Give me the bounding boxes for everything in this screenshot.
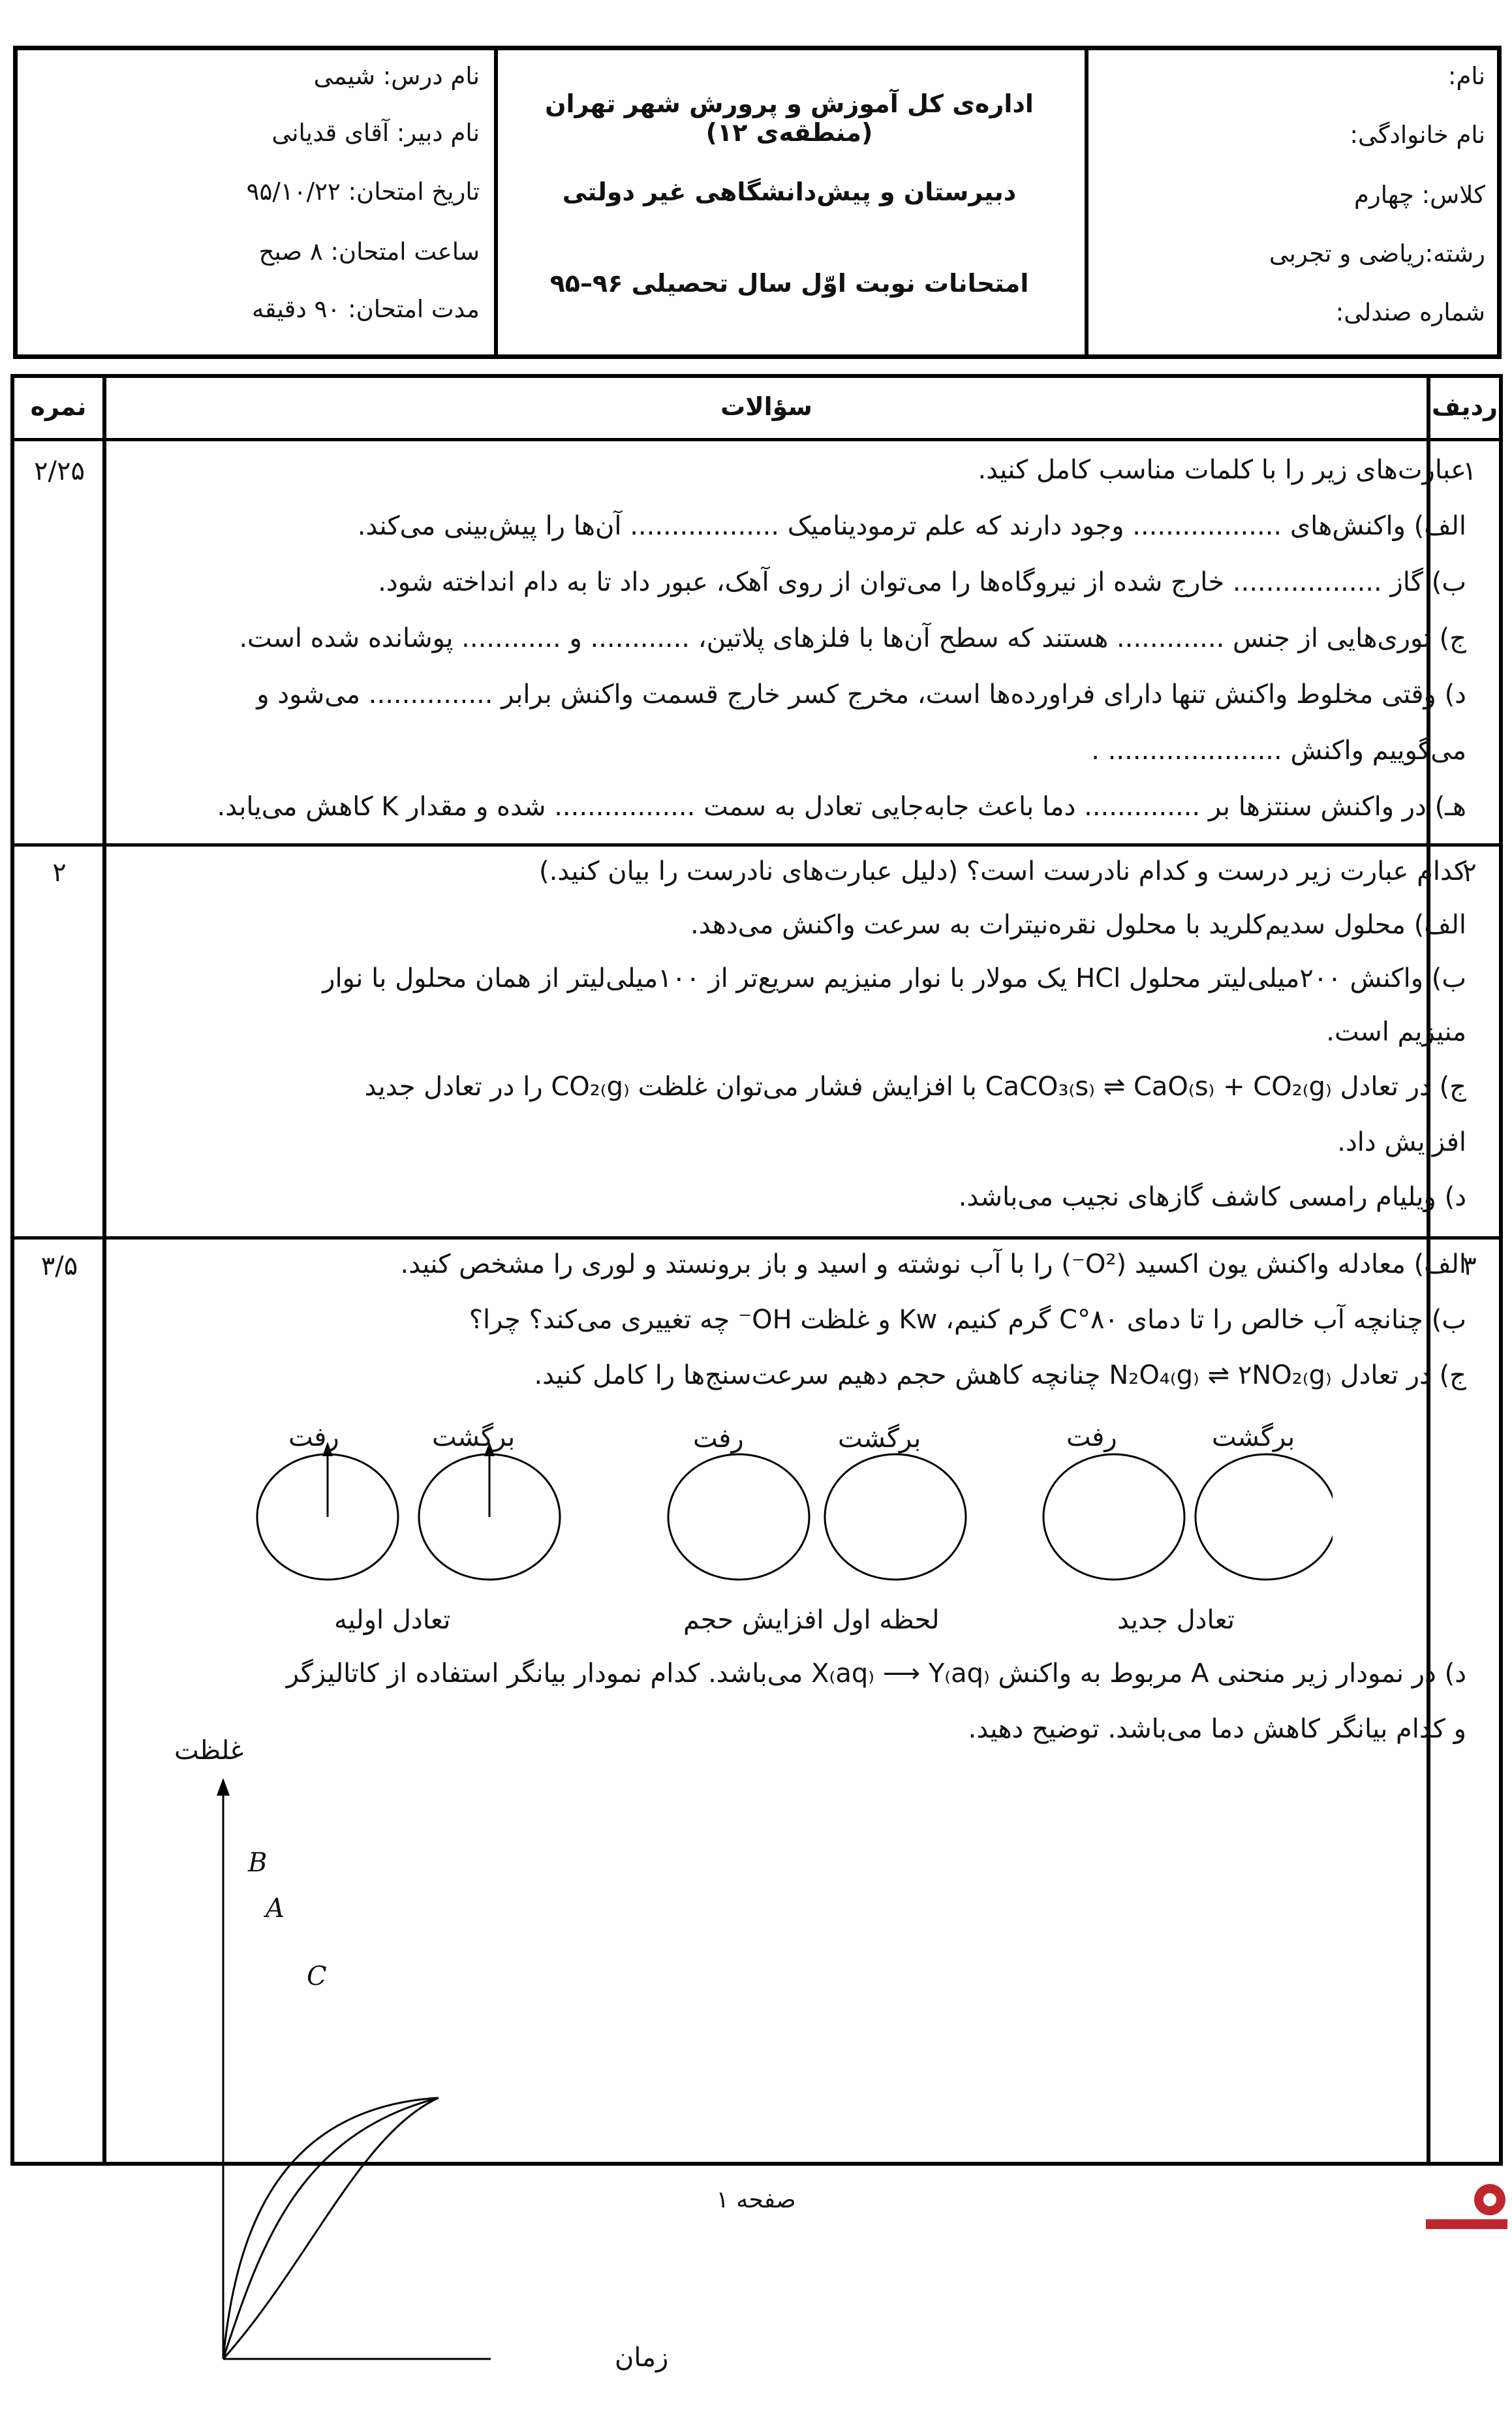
q2-part-b-cont: منیزیم است. [1326, 1017, 1466, 1047]
gauge-forward-initial [257, 1442, 398, 1580]
q2-part-a: الف) محلول سدیم‌کلرید با محلول نقره‌نیترات به سرعت واکنش می‌دهد. [690, 910, 1466, 940]
q3-part-d-cont: و کدام بیانگر کاهش دما می‌باشد. توضیح دهید. [968, 1714, 1466, 1744]
school-title: دبیرستان و پیش‌دانشگاهی غیر دولتی [562, 178, 1017, 206]
watermark-logo-icon [1413, 2180, 1511, 2231]
exam-header [13, 46, 1502, 359]
page-number: صفحه ۱ [716, 2187, 796, 2213]
gauge-forward-moment [668, 1454, 809, 1580]
teacher-label: نام دبیر: آقای قدیانی [271, 119, 480, 147]
student-info-cell [1085, 50, 1497, 354]
curve-a-label: A [266, 1894, 285, 1924]
curve-c-label: C [307, 1961, 327, 1991]
rate-gauges-diagram [210, 1409, 1333, 1605]
exam-title: امتحانات نوبت اوّل سال تحصیلی ۹۶–۹۵ [549, 269, 1029, 298]
exam-duration: مدت امتحان: ۹۰ دقیقه [251, 295, 480, 323]
q3-part-a: الف) معادله واکنش یون اکسید (O²⁻) را با آب نوشته و اسید و باز برونستد و لوری را مشخص کنید. [400, 1249, 1466, 1279]
exam-info-cell [18, 50, 498, 354]
field-label: رشته:ریاضی و تجربی [1269, 240, 1485, 268]
q2-instruction: کدام عبارت زیر درست و کدام نادرست است؟ (دلیل عبارت‌های نادرست را بیان کنید.) [539, 856, 1466, 886]
exam-date: تاریخ امتحان: ۹۵/۱۰/۲۲ [246, 178, 480, 206]
score-column-header: نمره [30, 392, 87, 421]
seat-label: شماره صندلی: [1335, 298, 1485, 326]
curve-b-label: B [248, 1848, 268, 1878]
question-number: ۲ [1462, 858, 1477, 888]
header-row-divider [14, 438, 1499, 441]
gauge-backward-initial [419, 1442, 560, 1580]
q2-part-c: ج) در تعادل CaCO₃₍s₎ ⇌ CaO₍s₎ + CO₂₍g₎ با افزایش فشار می‌توان غلظت CO₂₍g₎ را در تعادل جدید [364, 1072, 1466, 1102]
row-column-header: ردیف [1432, 392, 1498, 421]
q1-part-b: ب) گاز .................. خارج شده از نیروگاه‌ها را می‌توان از روی آهک، عبور داد تا به دام انداخته شود. [378, 567, 1466, 597]
backward-label: برگشت [838, 1424, 921, 1454]
q1-part-a: الف) واکنش‌های .................. وجود دارند که علم ترمودینامیک .................. آن‌ها را پیش‌بینی می‌کند. [357, 511, 1466, 541]
backward-label: برگشت [1212, 1422, 1295, 1452]
q3-part-c: ج) در تعادل N₂O₄₍g₎ ⇌ ۲NO₂₍g₎ چنانچه کاهش حجم دهیم سرعت‌سنج‌ها را کامل کنید. [534, 1360, 1466, 1390]
q2-divider [14, 1236, 1499, 1240]
exam-time: ساعت امتحان: ۸ صبح [258, 238, 480, 266]
subject-label: نام درس: شیمی [313, 62, 480, 90]
x-axis-label: زمان [615, 2343, 669, 2373]
q1-part-e: هـ) در واکنش سنتزها بر .............. دما باعث جابه‌جایی تعادل به سمت ................. شده و مقدار K کاهش می‌یابد. [217, 792, 1466, 822]
questions-column-header: سؤالات [720, 392, 812, 421]
question-score: ۲/۲۵ [34, 456, 85, 486]
q2-part-d: د) ویلیام رامسی کاشف گازهای نجیب می‌باشد. [958, 1182, 1466, 1212]
q3-part-b: ب) چنانچه آب خالص را تا دمای ۸۰°C گرم کنیم، Kw و غلظت OH⁻ چه تغییری می‌کند؟ چرا؟ [469, 1305, 1466, 1335]
forward-label: رفت [288, 1422, 339, 1452]
question-number: ۱ [1462, 456, 1477, 486]
student-name-label: نام: [1448, 62, 1485, 90]
q2-part-b: ب) واکنش ۲۰۰میلی‌لیتر محلول HCl یک مولار با نوار منیزیم سریع‌تر از ۱۰۰میلی‌لیتر از همان محلول با نوار [322, 963, 1466, 993]
watermark-logo [1413, 2180, 1511, 2231]
question-score: ۳/۵ [40, 1251, 78, 1281]
q1-part-d-cont: می‌گوییم واکنش ..................... . [1091, 736, 1466, 766]
q1-instruction: عبارت‌های زیر را با کلمات مناسب کامل کنید. [978, 455, 1466, 485]
q1-divider [14, 843, 1499, 847]
school-info-cell [494, 50, 1088, 354]
q2-part-c-cont: افزایش داد. [1337, 1127, 1466, 1157]
initial-equilibrium-caption: تعادل اولیه [334, 1605, 451, 1635]
volume-increase-caption: لحظه اول افزایش حجم [683, 1605, 940, 1635]
backward-label: برگشت [432, 1422, 516, 1452]
q1-part-c: ج) توری‌هایی از جنس ............. هستند که سطح آن‌ها با فلزهای پلاتین، ............ و ............ پوشانده شده است. [239, 623, 1466, 653]
forward-label: رفت [1066, 1422, 1117, 1452]
curve-c [223, 2098, 439, 2359]
y-axis-label: غلظت [174, 1736, 244, 1766]
new-equilibrium-caption: تعادل جدید [1117, 1605, 1235, 1635]
forward-label: رفت [693, 1424, 744, 1454]
gauge-backward-new [1196, 1454, 1333, 1580]
gauge-forward-new [1043, 1454, 1184, 1580]
q1-part-d: د) وقتی مخلوط واکنش تنها دارای فراورده‌ها است، مخرج کسر خارج قسمت واکنش برابر ............... می‌شود و [256, 679, 1466, 710]
concentration-time-graph [164, 1768, 491, 2434]
q3-part-d: د) در نمودار زیر منحنی A مربوط به واکنش X₍aq₎ ⟶ Y₍aq₎ می‌باشد. کدام نمودار بیانگر استفاده از کاتالیزگر [286, 1659, 1466, 1689]
question-score: ۲ [52, 858, 67, 888]
question-number: ۳ [1462, 1251, 1477, 1281]
office-title: اداره‌ی کل آموزش و پرورش شهر تهران (منطقه‌ی ۱۲) [545, 89, 1034, 147]
class-label: کلاس: چهارم [1353, 181, 1485, 209]
student-family-label: نام خانوادگی: [1350, 121, 1485, 149]
gauge-backward-moment [825, 1454, 966, 1580]
y-axis-arrow-icon [217, 1778, 230, 1796]
